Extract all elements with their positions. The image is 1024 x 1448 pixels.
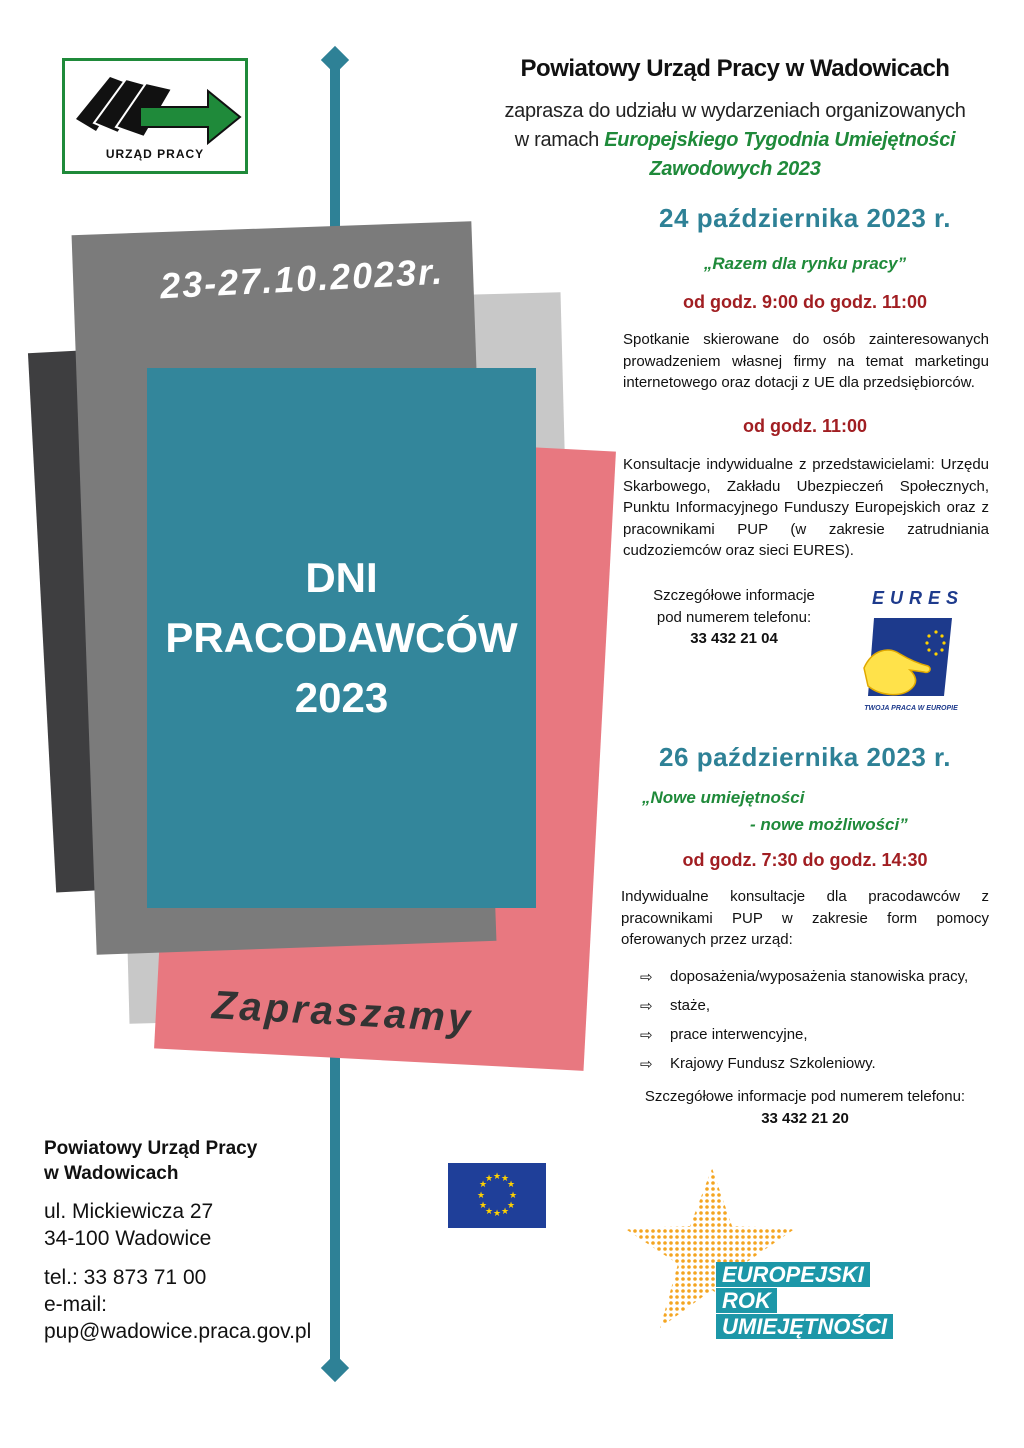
eyr-line-3: UMIEJĘTNOŚCI — [716, 1314, 893, 1339]
event2-time: od godz. 7:30 do godz. 14:30 — [682, 850, 928, 870]
svg-text:★: ★ — [506, 1180, 516, 1190]
eures-title: EURES — [872, 588, 965, 608]
event2-date: 26 października 2023 r. — [659, 742, 951, 772]
footer-org-line-1: Powiatowy Urząd Pracy — [44, 1138, 258, 1159]
european-year-of-skills-logo — [620, 1168, 940, 1348]
svg-text:★: ★ — [476, 1191, 486, 1201]
event1-desc1: Spotkanie skierowane do osób zainteresowanych prowadzeniem własnej firmy na temat marketingu internetowego oraz dotacji z UE dla przedsiębiorców. — [623, 331, 989, 391]
event2-slogan-2: - nowe możliwości” — [750, 815, 908, 834]
event1-time2: od godz. 11:00 — [742, 416, 868, 436]
list-item-text: doposażenia/wyposażenia stanowiska pracy, — [670, 968, 969, 985]
arrow-icon: ⇨ — [640, 997, 653, 1015]
event2-phone: 33 432 21 20 — [761, 1109, 849, 1127]
header-intro-line-2 — [490, 126, 980, 155]
event2-info-line: Szczegółowe informacje pod numerem telefonu: — [644, 1088, 966, 1105]
eyr-line-2: ROK — [716, 1288, 777, 1313]
arrow-icon: ⇨ — [640, 968, 653, 986]
svg-text:★: ★ — [484, 1207, 494, 1217]
event2-bullet-list — [640, 962, 1000, 1078]
title-line-3: 2023 — [294, 674, 389, 721]
svg-text:★: ★ — [492, 1209, 502, 1219]
eu-flag-icon — [448, 1163, 546, 1228]
svg-text:★: ★ — [500, 1207, 510, 1217]
footer-city: 34-100 Wadowice — [44, 1227, 212, 1250]
eures-hand-icon — [858, 610, 964, 700]
eu-stars-icon — [448, 1163, 546, 1228]
event1-info-line-2: pod numerem telefonu: — [656, 608, 812, 626]
list-item — [640, 962, 1000, 991]
urzad-pracy-logo — [62, 58, 248, 174]
logo-text: URZĄD PRACY — [105, 147, 205, 161]
footer-org-line-2: w Wadowicach — [44, 1163, 179, 1184]
header-intro — [490, 97, 980, 184]
event1-info-line-1: Szczegółowe informacje — [653, 587, 815, 604]
header-highlight-1: Europejskiego Tygodnia Umiejętności — [604, 129, 956, 151]
eyr-text — [716, 1262, 893, 1340]
event2-desc: Indywidualne konsultacje dla pracodawców z pracownikami PUP w zakresie form pomocy oferowanych przez urząd: — [621, 888, 989, 948]
svg-text:★: ★ — [492, 1172, 502, 1182]
svg-text:★: ★ — [478, 1180, 488, 1190]
title-line-2: PRACODAWCÓW — [165, 614, 518, 661]
date-range: 23-27.10.2023r. — [159, 250, 446, 307]
eures-subtitle: TWOJA PRACA W EUROPIE — [864, 705, 958, 712]
footer-contact — [44, 1264, 311, 1345]
eures-logo — [858, 586, 964, 714]
footer-email-label: e-mail: — [44, 1293, 108, 1316]
header-intro-line-1: zaprasza do udziału w wydarzeniach organizowanych — [504, 100, 966, 122]
list-item — [640, 991, 1000, 1020]
event1-info — [626, 585, 842, 650]
list-item — [640, 1020, 1000, 1049]
footer-street: ul. Mickiewicza 27 — [44, 1200, 214, 1223]
eyr-line-1: EUROPEJSKI — [716, 1262, 870, 1287]
timeline-diamond-bottom — [321, 1354, 349, 1382]
event2-slogan-1: „Nowe umiejętności — [642, 788, 805, 807]
header-org: Powiatowy Urząd Pracy w Wadowicach — [520, 55, 950, 82]
list-item-text: staże, — [670, 997, 711, 1014]
list-item — [640, 1049, 1000, 1078]
svg-text:★: ★ — [500, 1174, 510, 1184]
list-item-text: prace interwencyjne, — [670, 1026, 808, 1043]
card-teal — [147, 368, 536, 908]
main-title — [165, 548, 517, 728]
svg-text:★: ★ — [484, 1174, 494, 1184]
event1-desc2: Konsultacje indywidualne z przedstawicielami: Urzędu Skarbowego, Zakładu Ubezpieczeń Społecznych, Punktu Informacyjnego Funduszy Europejskich oraz z pracownikami PUP (w zakresie zatrudniania cudzoziemców oraz sieci EURES). — [623, 456, 989, 559]
event2-info — [620, 1086, 990, 1129]
title-line-1: DNI — [305, 554, 378, 601]
arrow-icon: ⇨ — [640, 1055, 653, 1073]
event1-date: 24 października 2023 r. — [659, 203, 951, 233]
footer-org — [44, 1136, 257, 1186]
svg-text:★: ★ — [478, 1201, 488, 1211]
invite-text: Zapraszamy — [211, 983, 475, 1041]
event1-time1: od godz. 9:00 do godz. 11:00 — [682, 292, 928, 312]
timeline-diamond-top — [321, 46, 349, 74]
arrow-icon: ⇨ — [640, 1026, 653, 1044]
list-item-text: Krajowy Fundusz Szkoleniowy. — [670, 1055, 876, 1072]
footer-address — [44, 1198, 213, 1252]
header-intro-prefix: w ramach — [514, 129, 599, 151]
footer-tel: tel.: 33 873 71 00 — [44, 1266, 207, 1289]
svg-text:★: ★ — [508, 1191, 518, 1201]
footer-email[interactable]: pup@wadowice.praca.gov.pl — [44, 1320, 312, 1343]
cards-arrow-icon — [68, 65, 248, 145]
header-highlight-2: Zawodowych 2023 — [649, 158, 821, 180]
event1-phone: 33 432 21 04 — [690, 630, 778, 647]
svg-text:★: ★ — [506, 1201, 516, 1211]
event1-slogan: „Razem dla rynku pracy” — [703, 254, 907, 273]
